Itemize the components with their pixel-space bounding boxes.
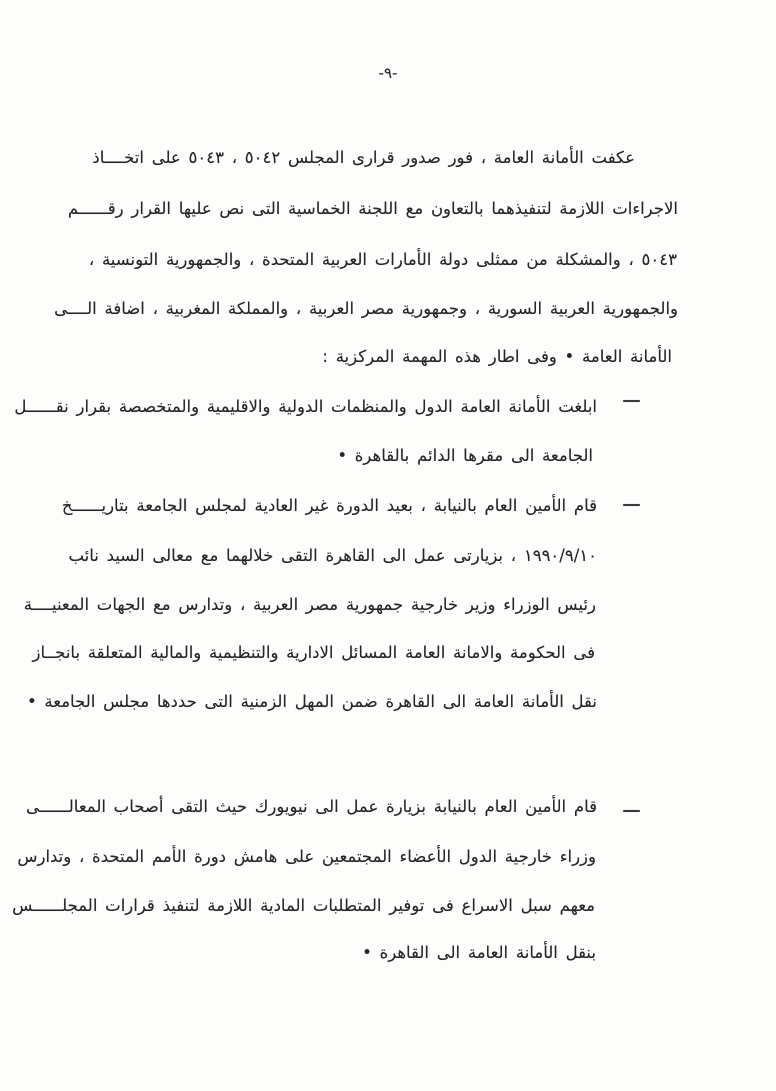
paragraph-line: الاجراءات اللازمة لتنفيذهما بالتعاون مع اللجنة الخماسية التى نص عليها القرار رقــــــم [67,199,678,218]
paragraph-line: عكفت الأمانة العامة ، فور صدور قرارى المجلس ٥٠٤٢ ، ٥٠٤٣ على اتخــــاذ [92,148,635,167]
paragraph-line: والجمهورية العربية السورية ، وجمهورية مصر العربية ، والمملكة المغربية ، اضافة الــــى [54,299,678,318]
bullet-line: ١٩٩٠/٩/١٠ ، بزيارتى عمل الى القاهرة التقى خلالهما مع معالى السيد نائب [68,546,597,565]
bullet-line: فى الحكومة والامانة العامة المسائل الادارية والتنظيمية والمالية المتعلقة بانجــاز [32,643,595,662]
bullet-line: الجامعة الى مقرها الدائم بالقاهرة • [337,446,593,465]
bullet-line: وزراء خارجية الدول الأعضاء المجتمعين على هامش دورة الأمم المتحدة ، وتدارس [17,847,596,866]
bullet-dash-icon [623,400,640,402]
bullet-dash-icon [623,504,640,506]
bullet-line: بنقل الأمانة العامة الى القاهرة • [362,943,596,962]
bullet-line: معهم سبل الاسراع فى توفير المتطلبات المادية اللازمة لتنفيذ قرارات المجلــــــس [12,896,595,915]
bullet-line: رئيس الوزراء وزير خارجية جمهورية مصر العربية ، وتدارس مع الجهات المعنيــــة [23,595,596,614]
bullet-line: قام الأمين العام بالنيابة بزيارة عمل الى نيويورك حيث التقى أصحاب المعالــــــى [26,797,597,816]
bullet-line: قام الأمين العام بالنيابة ، بعيد الدورة غير العادية لمجلس الجامعة بتاريــــــخ [61,496,597,515]
paragraph-line: ٥٠٤٣ ، والمشكلة من ممثلى دولة الأمارات العربية المتحدة ، والجمهورية التونسية ، [88,250,677,269]
page-number: -٩- [378,64,398,82]
bullet-line: نقل الأمانة العامة الى القاهرة ضمن المهل الزمنية التى حددها مجلس الجامعة • [26,692,597,711]
bullet-dash-icon [623,810,640,812]
paragraph-line: الأمانة العامة • وفى اطار هذه المهمة المركزية : [322,347,672,366]
bullet-line: ابلغت الأمانة العامة الدول والمنظمات الدولية والاقليمية والمتخصصة بقرار نقــــــل [14,397,597,416]
